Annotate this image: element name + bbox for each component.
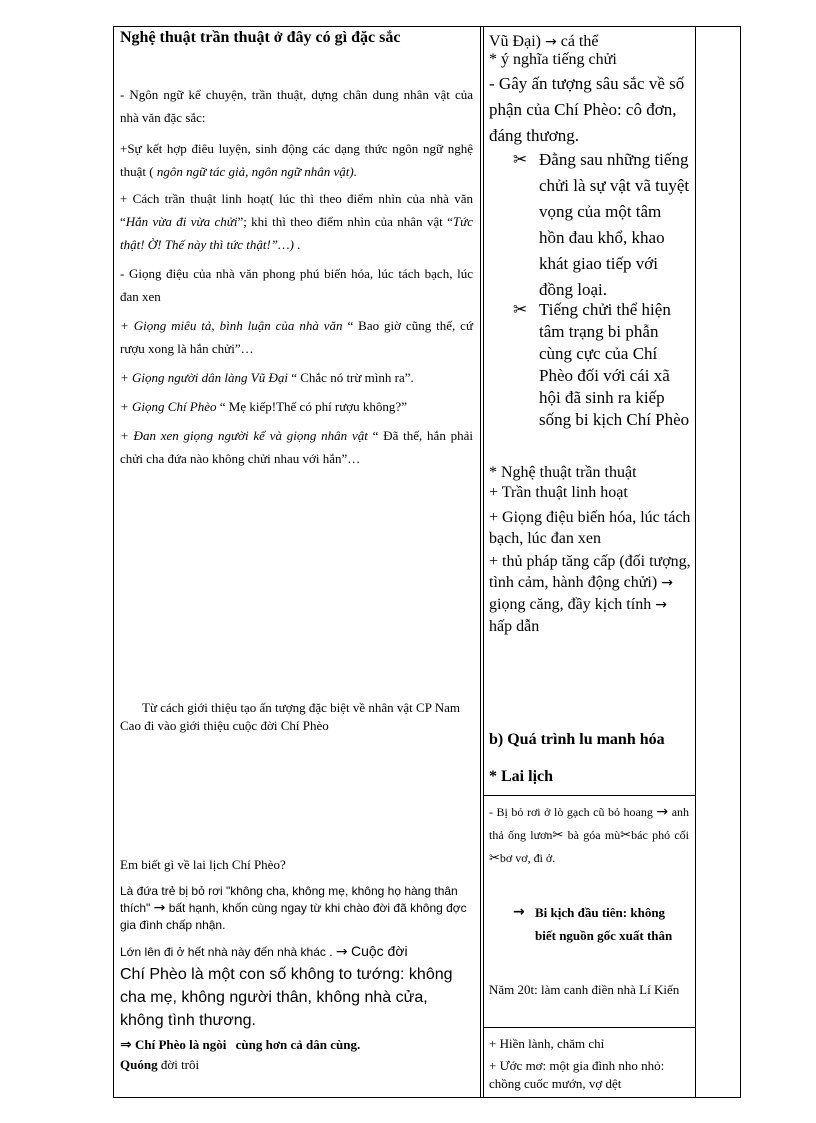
arrow-icon: → [153,900,166,916]
scissors-icon: ✂ [489,851,500,866]
arrow-icon: → [655,597,667,613]
scissors-icon: ✂ [552,828,564,843]
column-divider [695,27,696,1097]
arrow-icon: → [335,944,348,960]
arrow-icon: → [544,34,557,50]
text-block: ✂ Đằng sau những tiếng chửi là sự vật vã tuyệt vọng của một tâm hồn đau khổ, khao khát giao tiếp với đồng loại. [513,147,691,303]
conclusion-text: ⇒ Chí Phèo là ngòi cùng hơn cả dân cùng. [120,1037,361,1053]
conclusion-text: Quóng đời trôi [120,1057,200,1072]
text-line: Vũ Đại) → cá thể [489,33,599,50]
arrow-icon: → [513,904,525,920]
question-label: Em biết gì về lai lịch Chí Phèo? [120,857,286,872]
left-heading: Nghệ thuật trần thuật ở đây có gì đặc sắc [120,29,401,46]
lesson-table [113,26,741,1098]
scissors-icon: ✂ [620,828,632,843]
answer-text: Lớn lên đi ở hết nhà này đến nhà khác . → Cuộc đời [120,943,408,960]
transition-text: Từ cách giới thiệu tạo ấn tượng đặc biệt về nhân vật CP Nam Cao đi vào giới thiệu cuộc đời Chí Phèo [120,700,460,733]
answer-text: Là đứa trẻ bị bỏ rơi "không cha, không mẹ, không họ hàng thân thích" → bất hạnh, khốn cùng ngay từ khi chào đời đã không đợc gia đình chấp nhận. [120,884,467,932]
arrow-icon: → [656,804,669,820]
scissors-icon: ✂ [513,150,528,170]
arrow-icon: → [661,575,673,591]
section-subheading: * Lai lịch [489,768,554,785]
text-block: ✂ Tiếng chửi thể hiện tâm trạng bi phẫn cùng cực của Chí Phèo đối với cái xã hội đã sinh ra kiếp sống bi kịch Chí Phèo [513,300,690,429]
double-arrow-icon: ⇒ [120,1037,132,1053]
row-divider [483,795,695,796]
summary-block: * Nghệ thuật trần thuật + Trần thuật linh hoạt + Giọng điệu biến hóa, lúc tách bạch, lúc đan xen + thủ pháp tăng cấp (đối tượng, tình cảm, hành động chửi) → giọng căng, đầy kịch tính → hấp dẫn [489,464,691,635]
paragraph: - Ngôn ngữ kể chuyện, trần thuật, dựng chân dung nhân vật của nhà văn đặc sắc: +Sự kết hợp điêu luyện, sinh động các dạng thức ngôn ngữ nghệ thuật ( ngôn ngữ tác giả, ngôn ngữ nhân vật). + Cách trần thuật linh hoạt( lúc thì theo điểm nhìn của nhà văn “Hắn vừa đi vừa chửi”; khi thì theo điểm nhìn của nhân vật “Tức thật! Ờ! Thế này thì tức thật!”…) . - Giọng điệu của nhà văn phong phú biến hóa, lúc tách bạch, lúc đan xen + Giọng miêu tả, bình luận của nhà văn “ Bao giờ cũng thế, cứ rượu xong là hắn chửi”… + Giọng người dân làng Vũ Đại “ Chắc nó trừ mình ra”. + Giọng Chí Phèo “ Mẹ kiếp!Thế có phí rượu không?” + Đan xen giọng người kể và giọng nhân vật “ Đã thế, hắn phải chửi cha đứa nào không chửi nhau với hắn”… [120,87,473,466]
text-block: Năm 20t: làm canh điền nhà Lí Kiến [489,982,680,997]
text-block: + Hiền lành, chăm chỉ [489,1036,605,1051]
text-block: → Bi kịch đầu tiên: không biết nguồn gốc xuất thân [513,901,689,947]
text-block: + Ước mơ: một gia đình nho nhỏ: chồng cuốc mướn, vợ dệt [489,1058,665,1091]
left-column [114,27,481,1097]
middle-column [483,27,695,1097]
subheading: * ý nghĩa tiếng chửi [489,51,617,68]
answer-text: Chí Phèo là một con số không to tướng: không cha mẹ, không người thân, không nhà cửa, không tình thương. [120,966,453,1029]
scissors-icon: ✂ [513,300,528,320]
text-block: - Bị bỏ rơi ở lò gạch cũ bỏ hoang → anh thả ống lươn✂ bà góa mù✂bác phó cối✂bơ vơ, đi ở. [489,804,690,866]
text-block: - Gây ấn tượng sâu sắc về số phận của Chí Phèo: cô đơn, đáng thương. [489,74,685,145]
section-heading: b) Quá trình lu manh hóa [489,731,665,748]
row-divider [483,1027,695,1028]
